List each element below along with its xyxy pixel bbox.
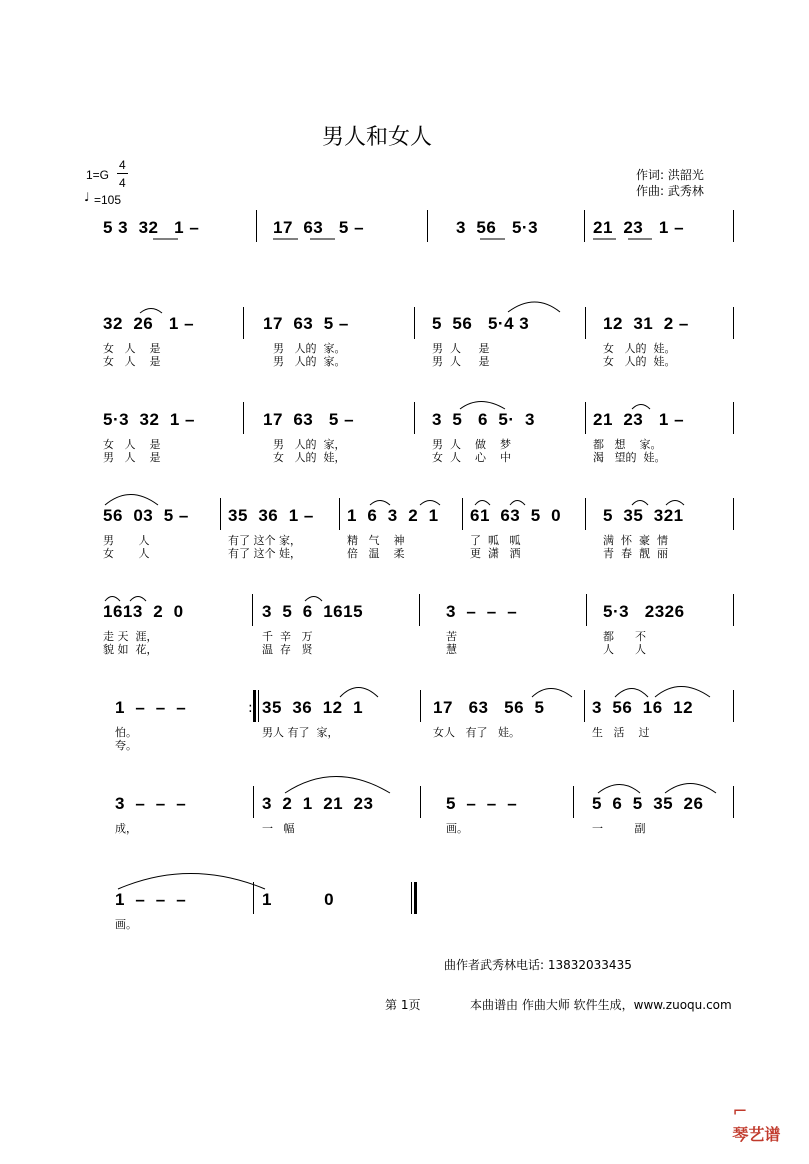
lyric-line-1: 有了 这个 家， (228, 534, 301, 547)
lyric-line-1: 都 不 (603, 630, 646, 643)
lyric-line-1: 女人 有了 娃。 (433, 726, 520, 739)
measure-notes: 5 3 32 1 – (103, 218, 200, 237)
time-signature-bottom: 4 (119, 176, 126, 190)
lyric-line-1: 了 呱 呱 (470, 534, 521, 547)
measure-notes: 32 26 1 – (103, 314, 195, 333)
lyric-line-2: 貌 如 花， (103, 643, 158, 656)
measure-notes: 17 63 5 – (273, 218, 365, 237)
measure-notes: 17 63 56 5 (433, 698, 545, 717)
slur (632, 501, 648, 506)
lyric-line-1: 男 人 做 梦 (432, 438, 511, 451)
measure-notes: 1 – – – (115, 698, 187, 717)
site-logo (712, 1082, 780, 1164)
measure-notes: 3 – – – (446, 602, 518, 621)
lyric-line-1: 画。 (115, 918, 137, 931)
lyric-line-2: 人 人 (603, 643, 646, 656)
lyric-line-2: 青 春 靓 丽 (603, 547, 668, 560)
repeat-dots: : (248, 700, 253, 716)
measure-notes: 3 5 6 1615 (262, 602, 364, 621)
slur (475, 501, 490, 506)
measure-notes: 3 – – – (115, 794, 187, 813)
lyric-line-1: 男 人 是 (432, 342, 490, 355)
lyric-line-2: 有了 这个 娃， (228, 547, 301, 560)
quarter-note-icon: ♩ (84, 190, 90, 204)
measure-notes: 17 63 5 – (263, 314, 349, 333)
slur (510, 501, 525, 506)
lyric-line-1: 女 人 是 (103, 342, 161, 355)
lyric-line-1: 男人 有了 家， (262, 726, 339, 739)
generator-credit: 本曲谱由 作曲大师 软件生成，www.zuoqu.com (470, 998, 732, 1012)
slur (370, 501, 390, 506)
slur (598, 785, 640, 794)
measure-notes: 3 56 16 12 (592, 698, 694, 717)
tempo-mark: =105 (94, 193, 122, 207)
slur (105, 495, 158, 506)
measure-notes: 35 36 1 – (228, 506, 314, 525)
time-signature-top: 4 (119, 158, 126, 172)
lyric-line-1: 精 气 神 (347, 534, 405, 547)
lyric-line-2: 夸。 (115, 739, 137, 752)
lyric-line-1: 男 人的 家。 (273, 342, 346, 355)
slur (655, 687, 710, 698)
measure-notes: 21 23 1 – (593, 218, 685, 237)
measure-notes: 5 – – – (446, 794, 518, 813)
lyric-line-1: 满 怀 豪 情 (603, 534, 668, 547)
lyric-line-2: 倍 温 柔 (347, 547, 405, 560)
lyric-line-1: 千 辛 万 (262, 630, 313, 643)
measure-notes: 12 31 2 – (603, 314, 689, 333)
measure-notes: 1 0 (262, 890, 335, 909)
measure-notes: 3 56 5·3 (456, 218, 539, 237)
slur (508, 302, 560, 312)
tie (118, 874, 265, 890)
lyric-line-2: 女 人 是 (103, 355, 161, 368)
lyric-line-2: 男 人 是 (103, 451, 161, 464)
measure-notes: 3 5 6 5· 3 (432, 410, 535, 429)
measure-notes: 17 63 5 – (263, 410, 355, 429)
lyric-line-2: 慧 (446, 643, 457, 656)
measure-notes: 1 – – – (115, 890, 187, 909)
key-signature: 1=G (86, 168, 110, 182)
lyric-line-2: 更 潇 洒 (470, 547, 521, 560)
lyric-line-2: 男 人 是 (432, 355, 490, 368)
slur (340, 688, 378, 698)
measure-notes: 5 6 5 35 26 (592, 794, 704, 813)
lyric-line-2: 女 人 (103, 547, 150, 560)
slur (420, 501, 440, 506)
lyric-line-2: 渴 望的 娃。 (593, 451, 666, 464)
logo-text: 琴艺谱 (732, 1125, 781, 1144)
lyric-line-1: 成， (115, 822, 137, 835)
composer-contact: 曲作者武秀林电话: 13832033435 (444, 958, 632, 972)
logo-mark-icon: ⌐ (732, 1101, 748, 1122)
measure-notes: 35 36 12 1 (262, 698, 364, 717)
slur (305, 597, 322, 602)
measure-notes: 1613 2 0 (103, 602, 184, 621)
measure-notes: 1 6 3 2 1 (347, 506, 439, 525)
slur (615, 689, 648, 698)
slur (532, 689, 572, 698)
measure-notes: 5·3 2326 (603, 602, 685, 621)
slur (665, 784, 716, 794)
measure-notes: 5 35 321 (603, 506, 684, 525)
lyric-line-1: 女 人的 娃。 (603, 342, 676, 355)
lyric-line-1: 一 副 (592, 822, 646, 835)
measure-notes: 61 63 5 0 (470, 506, 562, 525)
lyric-line-1: 走 天 涯， (103, 630, 158, 643)
measure-notes: 21 23 1 – (593, 410, 685, 429)
lyric-line-2: 女 人的 娃。 (603, 355, 676, 368)
lyric-line-2: 男 人的 家。 (273, 355, 346, 368)
lyric-line-1: 男 人的 家， (273, 438, 346, 451)
lyric-line-1: 女 人 是 (103, 438, 161, 451)
slur (130, 597, 146, 602)
lyricist-credit: 作词: 洪韶光 (636, 168, 704, 182)
lyric-line-1: 苦 (446, 630, 457, 643)
slur (105, 597, 120, 602)
slur (666, 501, 684, 506)
measure-notes: 3 2 1 21 23 (262, 794, 374, 813)
lyric-line-1: 画。 (446, 822, 468, 835)
lyric-line-2: 女 人 心 中 (432, 451, 511, 464)
measure-notes: 5·3 32 1 – (103, 410, 196, 429)
slur (285, 777, 390, 794)
measure-notes: 56 03 5 – (103, 506, 189, 525)
lyric-line-1: 生 活 过 (592, 726, 650, 739)
composer-credit: 作曲: 武秀林 (636, 184, 704, 198)
lyric-line-2: 女 人的 娃， (273, 451, 346, 464)
lyric-line-1: 都 想 家。 (593, 438, 662, 451)
slur (460, 402, 505, 410)
measure-notes: 5 56 5·4 3 (432, 314, 530, 333)
lyric-line-1: 男 人 (103, 534, 150, 547)
page-title: 男人和女人 (322, 125, 433, 150)
slur (632, 405, 650, 410)
lyric-line-2: 温 存 贤 (262, 643, 313, 656)
slur (140, 309, 162, 314)
page-number: 第 1页 (385, 998, 421, 1012)
lyric-line-1: 怕。 (115, 726, 137, 739)
lyric-line-1: 一 幅 (262, 822, 295, 835)
